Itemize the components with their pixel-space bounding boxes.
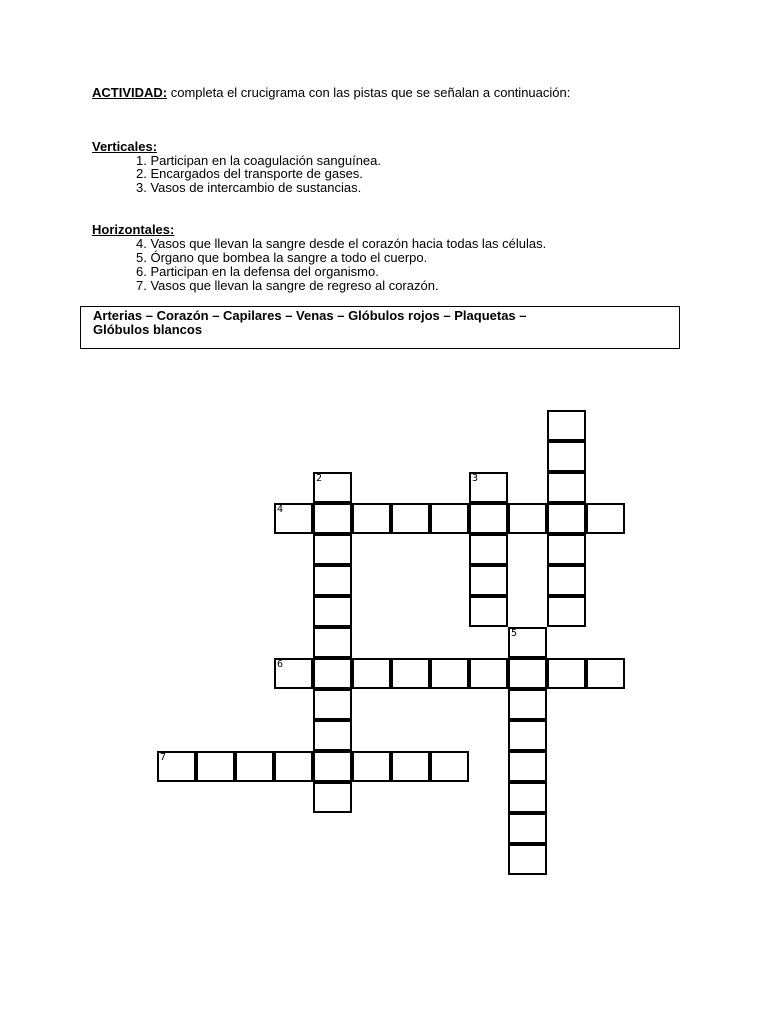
crossword-cell[interactable]	[391, 503, 430, 534]
clue-number: 4	[277, 504, 284, 515]
horizontal-clue-7: 7. Vasos que llevan la sangre de regreso al corazón.	[136, 278, 439, 293]
crossword-cell[interactable]	[508, 720, 547, 751]
crossword-cell[interactable]	[313, 503, 352, 534]
activity-label: ACTIVIDAD:	[92, 85, 168, 100]
crossword-cell[interactable]	[508, 844, 547, 875]
crossword-cell[interactable]	[352, 751, 391, 782]
crossword-cell[interactable]	[313, 534, 352, 565]
crossword-cell[interactable]	[430, 503, 469, 534]
crossword-cell[interactable]	[547, 441, 586, 472]
crossword-cell[interactable]	[235, 751, 274, 782]
crossword-cell[interactable]	[430, 751, 469, 782]
crossword-cell[interactable]	[274, 503, 313, 534]
crossword-cell[interactable]	[547, 472, 586, 503]
vertical-clue-1: 1. Participan en la coagulación sanguínea.	[136, 153, 382, 168]
crossword-cell[interactable]	[508, 782, 547, 813]
vertical-clue-2: 2. Encargados del transporte de gases.	[136, 166, 363, 181]
crossword-cell[interactable]	[469, 596, 508, 627]
crossword-cell[interactable]	[274, 751, 313, 782]
crossword-cell[interactable]	[508, 751, 547, 782]
crossword-cell[interactable]	[313, 689, 352, 720]
crossword-cell[interactable]	[547, 503, 586, 534]
crossword-cell[interactable]	[469, 658, 508, 689]
crossword-cell[interactable]	[391, 751, 430, 782]
crossword-cell[interactable]	[352, 503, 391, 534]
crossword-cell[interactable]	[586, 658, 625, 689]
crossword-cell[interactable]	[313, 565, 352, 596]
crossword-cell[interactable]	[352, 658, 391, 689]
crossword-cell[interactable]	[196, 751, 235, 782]
crossword-cell[interactable]	[586, 503, 625, 534]
horizontal-clue-6: 6. Participan en la defensa del organismo.	[136, 264, 379, 279]
clue-number: 7	[160, 752, 167, 763]
clue-number: 5	[511, 628, 518, 639]
horizontales-heading: Horizontales:	[92, 222, 175, 237]
crossword-cell[interactable]	[313, 751, 352, 782]
crossword-cell[interactable]	[469, 472, 508, 503]
crossword-cell[interactable]	[469, 503, 508, 534]
clue-number: 3	[472, 473, 479, 484]
crossword-cell[interactable]	[157, 751, 196, 782]
crossword-cell[interactable]	[547, 565, 586, 596]
crossword-cell[interactable]	[508, 658, 547, 689]
vertical-clue-3: 3. Vasos de intercambio de sustancias.	[136, 180, 362, 195]
crossword-cell[interactable]	[469, 565, 508, 596]
crossword-cell[interactable]	[274, 658, 313, 689]
crossword-cell[interactable]	[469, 534, 508, 565]
crossword-cell[interactable]	[313, 720, 352, 751]
crossword-cell[interactable]	[547, 596, 586, 627]
word-bank-line-2: Glóbulos blancos	[93, 322, 203, 337]
horizontal-clue-5: 5. Órgano que bombea la sangre a todo el cuerpo.	[136, 250, 428, 265]
clue-number: 2	[316, 473, 323, 484]
crossword-cell[interactable]	[391, 658, 430, 689]
activity-text: completa el crucigrama con las pistas que se señalan a continuación:	[167, 85, 571, 100]
crossword-cell[interactable]	[313, 596, 352, 627]
word-bank-box	[80, 306, 680, 349]
crossword-cell[interactable]	[547, 534, 586, 565]
crossword-cell[interactable]	[313, 472, 352, 503]
word-bank-line-1: Arterias – Corazón – Capilares – Venas – Glóbulos rojos – Plaquetas –	[93, 308, 527, 323]
verticales-heading: Verticales:	[92, 139, 158, 154]
crossword-cell[interactable]	[313, 627, 352, 658]
crossword-cell[interactable]	[430, 658, 469, 689]
crossword-cell[interactable]	[508, 503, 547, 534]
crossword-cell[interactable]	[508, 627, 547, 658]
clue-number: 6	[277, 659, 284, 670]
crossword-cell[interactable]	[508, 689, 547, 720]
crossword-cell[interactable]	[547, 658, 586, 689]
crossword-cell[interactable]	[313, 658, 352, 689]
crossword-cell[interactable]	[547, 410, 586, 441]
activity-instruction	[92, 86, 570, 100]
crossword-cell[interactable]	[508, 813, 547, 844]
horizontal-clue-4: 4. Vasos que llevan la sangre desde el corazón hacia todas las células.	[136, 236, 547, 251]
crossword-cell[interactable]	[313, 782, 352, 813]
